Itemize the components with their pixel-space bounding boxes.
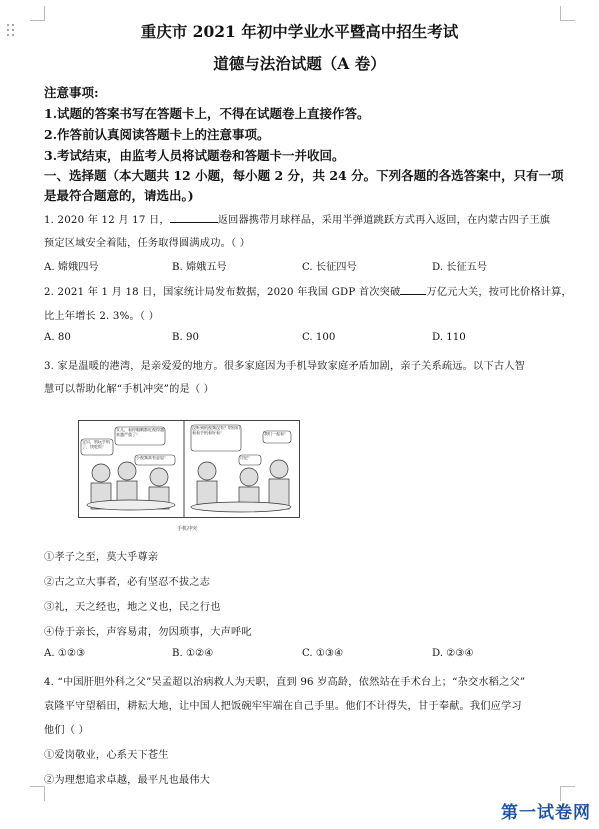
comic-bubble-5: 我们一起看！	[264, 432, 288, 436]
section-instruction-line-1: 一、选择题（本大题共 12 小题，每小题 2 分，共 24 分。下列各题的各选答案中，只有一项	[44, 168, 564, 183]
notice-item-3: 3.考试结束，由监考人员将试题卷和答题卡一并收回。	[44, 148, 345, 163]
notice-heading: 注意事项:	[44, 85, 99, 100]
question-3-item-1: ①孝子之至，莫大乎尊亲	[44, 552, 159, 563]
question-4-item-2: ②为理想追求卓越，最平凡也最伟大	[44, 775, 211, 786]
comic-bubble-6: 讨论！	[240, 456, 252, 460]
question-3-option-d: D. ②③④	[432, 648, 474, 659]
question-3-item-3: ③礼，天之经也，地之义也，民之行也	[44, 602, 221, 613]
comic-bubble-3: 小视频真有意思！	[136, 456, 168, 460]
question-3-item-4: ④侍于亲长，声容易肃，勿因琐事，大声呼叱	[44, 627, 252, 638]
question-2-option-b: B. 90	[172, 332, 199, 343]
comic-illustration	[78, 420, 300, 518]
question-2-line-2: 比上年增长 2. 3%。（ ）	[44, 311, 159, 322]
question-3-item-2: ②古之立大事者，必有坚忍不拔之志	[44, 577, 211, 588]
question-2-option-d: D. 110	[432, 332, 466, 343]
comic-bubble-2: 宝贝，别玩手机了，快吃饭！	[82, 440, 110, 449]
question-3-option-b: B. ①②④	[172, 648, 214, 659]
question-1-text-post: 返回器携带月球样品，采用半弹道跳跃方式再入返回，在内蒙古四子王旗	[217, 215, 551, 226]
page-corner-top-left	[30, 6, 45, 21]
question-1-option-a: A. 嫦娥四号	[44, 262, 99, 273]
question-3-line-1: 3. 家是温暖的港湾，是亲爱爱的地方。很多家庭因为手机导致家庭矛盾加剧，亲子关系疏远。以下古人智	[44, 361, 525, 372]
comic-bubble-4: 没听到机视频没有？给你们看看手机看好看！	[192, 426, 240, 435]
question-1-option-c: C. 长征四号	[302, 262, 357, 273]
question-4-item-1: ①爱岗敬业，心系天下苍生	[44, 750, 169, 761]
question-2-option-c: C. 100	[302, 332, 336, 343]
question-3-option-a: A. ①②③	[44, 648, 86, 659]
exam-title: 重庆市 2021 年初中学业水平暨高中招生考试	[140, 22, 459, 41]
question-4-line-3: 他们（ ）	[44, 725, 89, 736]
answer-blank	[400, 285, 426, 295]
question-2-option-a: A. 80	[44, 332, 71, 343]
question-1-option-b: B. 嫦娥五号	[172, 262, 227, 273]
question-1-text-pre: 1. 2020 年 12 月 17 日，	[44, 215, 170, 226]
section-instruction-line-2: 是最符合题意的，请选出。)	[44, 188, 194, 203]
page-corner-top-right	[560, 6, 575, 21]
question-1-option-d: D. 长征五号	[432, 262, 488, 273]
exam-subtitle: 道德与法治试题（A 卷）	[213, 54, 386, 73]
notice-item-2: 2.作答前认真阅读答题卡上的注意事项。	[44, 127, 270, 142]
question-4-line-1: 4. “中国肝胆外科之父”吴孟超以治病救人为天职，直到 96 岁高龄，依然站在手术台上；“杂交水稻之父”	[44, 677, 526, 688]
question-2-line-1	[44, 283, 572, 298]
comic-caption: 手机冲突	[177, 526, 198, 532]
question-2-text-post: 万亿元大关，按可比价格计算，	[426, 287, 572, 298]
question-3-line-2: 慧可以帮助化解“手机冲突”的是（ ）	[44, 384, 215, 395]
comic-bubble-1: 女儿，看你眼睛都近视得越来越严重了！	[116, 428, 164, 437]
question-3-option-c: C. ①③④	[302, 648, 344, 659]
question-1-line-1	[44, 211, 550, 226]
notice-item-1: 1.试题的答案书写在答题卡上，不得在试题卷上直接作答。	[44, 106, 370, 121]
page-corner-bottom-left	[30, 786, 45, 801]
watermark-logo: 第一试卷网	[501, 803, 591, 823]
question-4-line-2: 袁隆平守望稻田，耕耘大地，让中国人把饭碗牢牢端在自己手里。他们不计得失，甘于奉献。我们应学习	[44, 701, 522, 712]
question-1-line-2: 预定区域安全着陆，任务取得圆满成功。（ ）	[44, 238, 251, 249]
answer-blank	[170, 213, 218, 223]
question-2-text-pre: 2. 2021 年 1 月 18 日，国家统计局发布数据，2020 年我国 GDP 首次突破	[44, 287, 401, 298]
